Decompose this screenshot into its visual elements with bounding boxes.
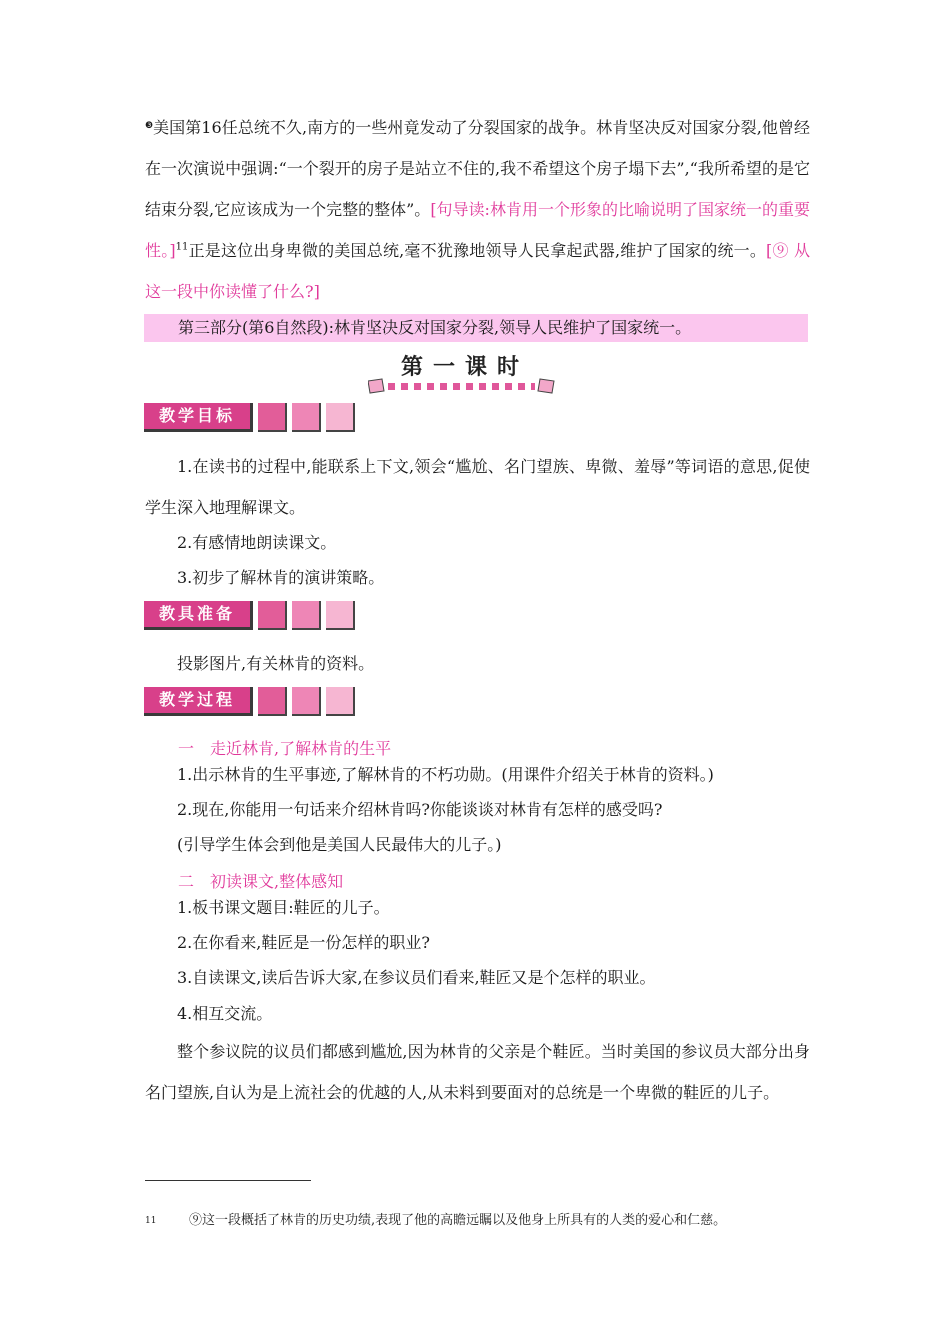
- lesson-title: 第一课时: [400, 354, 529, 380]
- step-1-item: 1.出示林肯的生平事迹,了解林肯的不朽功勋。(用课件介绍关于林肯的资料。): [177, 765, 714, 784]
- footnote-divider: [145, 1180, 311, 1181]
- goal-item-2: 2.有感情地朗读课文。: [177, 533, 337, 552]
- guide-note: [句导读:林肯用一个形象的比喻说明了国家统一的重要性。]: [145, 200, 810, 260]
- footnote: [145, 1212, 726, 1230]
- decor-square: [258, 403, 287, 432]
- section-label: 教学过程: [144, 687, 253, 716]
- part-summary-bar: [144, 314, 808, 342]
- decor-square: [292, 601, 321, 630]
- bullet-marker: ❸: [145, 121, 154, 131]
- part-summary-text: 第三部分(第6自然段):林肯坚决反对国家分裂,领导人民维护了国家统一。: [178, 318, 692, 337]
- footnote-number: 11: [145, 1216, 157, 1226]
- footnote-text: ⑨这一段概括了林肯的历史功绩,表现了他的高瞻远瞩以及他身上所具有的人类的爱心和仁慈。: [189, 1213, 727, 1228]
- section-label: 教具准备: [144, 601, 253, 630]
- reading-question: [⑨ 从这一段中你读懂了什么?]: [145, 241, 810, 301]
- title-ribbon-decoration: [368, 378, 556, 394]
- decor-square: [326, 601, 355, 630]
- decor-square: [258, 601, 287, 630]
- step-2-title: 二 初读课文,整体感知: [178, 872, 344, 891]
- decor-square: [326, 687, 355, 716]
- closing-paragraph: 整个参议院的议员们都感到尴尬,因为林肯的父亲是个鞋匠。当时美国的参议员大部分出身名门望族,自认为是上流社会的优越的人,从未料到要面对的总统是一个卑微的鞋匠的儿子。: [145, 1042, 810, 1102]
- step-1-title: 一 走近林肯,了解林肯的生平: [178, 739, 392, 758]
- step-2-item: 4.相互交流。: [177, 1004, 273, 1023]
- step-2-item: 1.板书课文题目:鞋匠的儿子。: [177, 898, 390, 917]
- step-2-item: 3.自读课文,读后告诉大家,在参议员们看来,鞋匠又是个怎样的职业。: [177, 968, 656, 987]
- footnote-ref: 11: [175, 241, 189, 253]
- paragraph-text-1: 美国第16任总统不久,南方的一些州竟发动了分裂国家的战争。林肯坚决反对国家分裂,他曾经在一次演说中强调:“一个裂开的房子是站立不住的,我不希望这个房子塌下去”,“我所希望的是它结束分裂,它应该成为一个完整的整体”。: [145, 118, 810, 219]
- section-label: 教学目标: [144, 403, 253, 432]
- paragraph-text-2: 正是这位出身卑微的美国总统,毫不犹豫地领导人民拿起武器,维护了国家的统一。: [188, 241, 767, 260]
- goal-item-1: 1.在读书的过程中,能联系上下文,领会“尴尬、名门望族、卑微、羞辱”等词语的意思,促使学生深入地理解课文。: [145, 457, 810, 517]
- decor-square: [326, 403, 355, 432]
- decor-square: [292, 403, 321, 432]
- decor-square: [292, 687, 321, 716]
- paragraph-lincoln-unity: [145, 106, 810, 312]
- decor-square: [258, 687, 287, 716]
- step-1-item: 2.现在,你能用一句话来介绍林肯吗?你能谈谈对林肯有怎样的感受吗?: [177, 800, 663, 819]
- materials-text: 投影图片,有关林肯的资料。: [177, 654, 375, 673]
- step-1-item: (引导学生体会到他是美国人民最伟大的儿子。): [177, 835, 502, 854]
- step-2-item: 2.在你看来,鞋匠是一份怎样的职业?: [177, 933, 430, 952]
- goal-item-3: 3.初步了解林肯的演讲策略。: [177, 568, 385, 587]
